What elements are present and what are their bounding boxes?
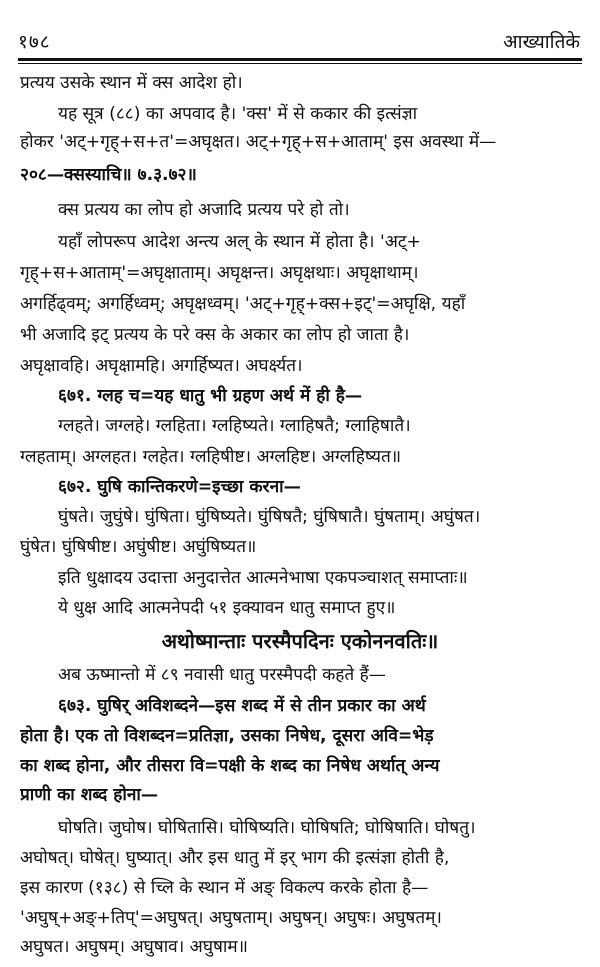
sutra-heading: २०८—क्सस्याचि॥ ७.३.७२॥ — [20, 165, 197, 185]
page-header — [18, 28, 582, 56]
text-line: घुंषेत। घुंषिषीष्ट। अघुंषीष्ट। अघुंषिष्यत॥ — [20, 537, 257, 557]
text-line: इति धुक्षादय उदात्ता अनुदात्तेत आत्मनेभाषा एकपञ्चाशत् समाप्ताः॥ — [58, 568, 468, 588]
text-line: भी अजादि इट् प्रत्यय के परे क्स के अकार का लोप हो जाता है। — [20, 325, 410, 345]
dhatu-description: का शब्द होना, और तीसरा वि=पक्षी के शब्द का निषेध अर्थात् अन्य — [20, 756, 440, 776]
text-line: अगर्हिढ्वम्; अगर्हिध्वम्; अघृक्षध्वम्। 'अट्+गृह्+क्स+इट्'=अघृक्षि, यहाँ — [20, 294, 466, 314]
text-line: गृह्+स+आताम्'=अघृक्षाताम्। अघृक्षन्त। अघृक्षथाः। अघृक्षाथाम्। — [20, 263, 419, 283]
header-rule-thick — [18, 58, 582, 61]
page-number: १७८ — [18, 31, 51, 53]
text-line: प्रत्यय उसके स्थान में क्स आदेश हो। — [20, 73, 243, 93]
text-line: यहाँ लोपरूप आदेश अन्त्य अल् के स्थान में होता है। 'अट्+ — [58, 232, 421, 252]
text-line: ग्लहते। जग्लहे। ग्लहिता। ग्लहिष्यते। ग्लाहिषतै; ग्लाहिषातै। — [58, 416, 411, 436]
text-line: अघृक्षावहि। अघृक्षामहि। अगर्हिष्यत। अघर्क्ष्यत। — [20, 356, 303, 376]
text-line: घुंषते। जुघुंषे। घुंषिता। घुंषिष्यते। घुंषिषतै; घुंषिषातै। घुंषताम्। अघुंषत। — [58, 507, 481, 527]
dhatu-heading: ६७२. घुषि कान्तिकरणे=इच्छा करना— — [58, 477, 301, 497]
dhatu-heading: ६७३. घुषिर् अविशब्दने—इस शब्द में से तीन प्रकार का अर्थ — [58, 696, 426, 716]
section-heading: अथोष्मान्ताः परस्मैपदिनः एकोननवतिः॥ — [161, 629, 439, 653]
text-line: ग्लहताम्। अग्लहत। ग्लहेत। ग्लहिषीष्ट। अग्लहिष्ट। अग्लहिष्यत॥ — [20, 447, 402, 467]
text-line: इस कारण (१३८) से च्लि के स्थान में अङ् विकल्प करके होता है— — [20, 878, 429, 898]
text-line: अब ऊष्मान्तो में ८९ नवासी धातु परस्मैपदी कहते हैं— — [58, 665, 386, 685]
text-line: अघोषत्। घोषेत्। घुष्यात्। और इस धातु में इर् भाग की इत्संज्ञा होती है, — [20, 848, 450, 868]
text-line: यह सूत्र (८८) का अपवाद है। 'क्स' में से ककार की इत्संज्ञा — [58, 104, 418, 124]
text-line: अघुषत। अघुषम्। अघुषाव। अघुषाम॥ — [20, 937, 248, 957]
text-line: ये धुक्ष आदि आत्मनेपदी ५१ इक्यावन धातु समाप्त हुए॥ — [58, 598, 396, 618]
dhatu-description: प्राणी का शब्द होना— — [20, 785, 159, 805]
text-line: 'अघुष्+अङ्+तिप्'=अघुषत्। अघुषताम्। अघुषन्। अघुषः। अघुषतम्। — [20, 908, 442, 928]
text-line: घोषति। जुघोष। घोषितासि। घोषिष्यति। घोषिषति; घोषिषाति। घोषतु। — [58, 818, 476, 838]
header-rule-thin — [18, 63, 582, 64]
dhatu-heading: ६७१. ग्लह च=यह धातु भी ग्रहण अर्थ में ही है— — [58, 386, 363, 406]
running-title: आख्यातिके — [503, 31, 580, 53]
dhatu-description: होता है। एक तो विशब्दन=प्रतिज्ञा, उसका निषेध, दूसरा अवि=भेड़ — [20, 726, 434, 746]
text-line: क्स प्रत्यय का लोप हो अजादि प्रत्यय परे हो तो। — [58, 200, 350, 220]
text-line: होकर 'अट्+गृह्+स+त'=अघृक्षत। अट्+गृह्+स+आताम्' इस अवस्था में— — [20, 132, 497, 152]
